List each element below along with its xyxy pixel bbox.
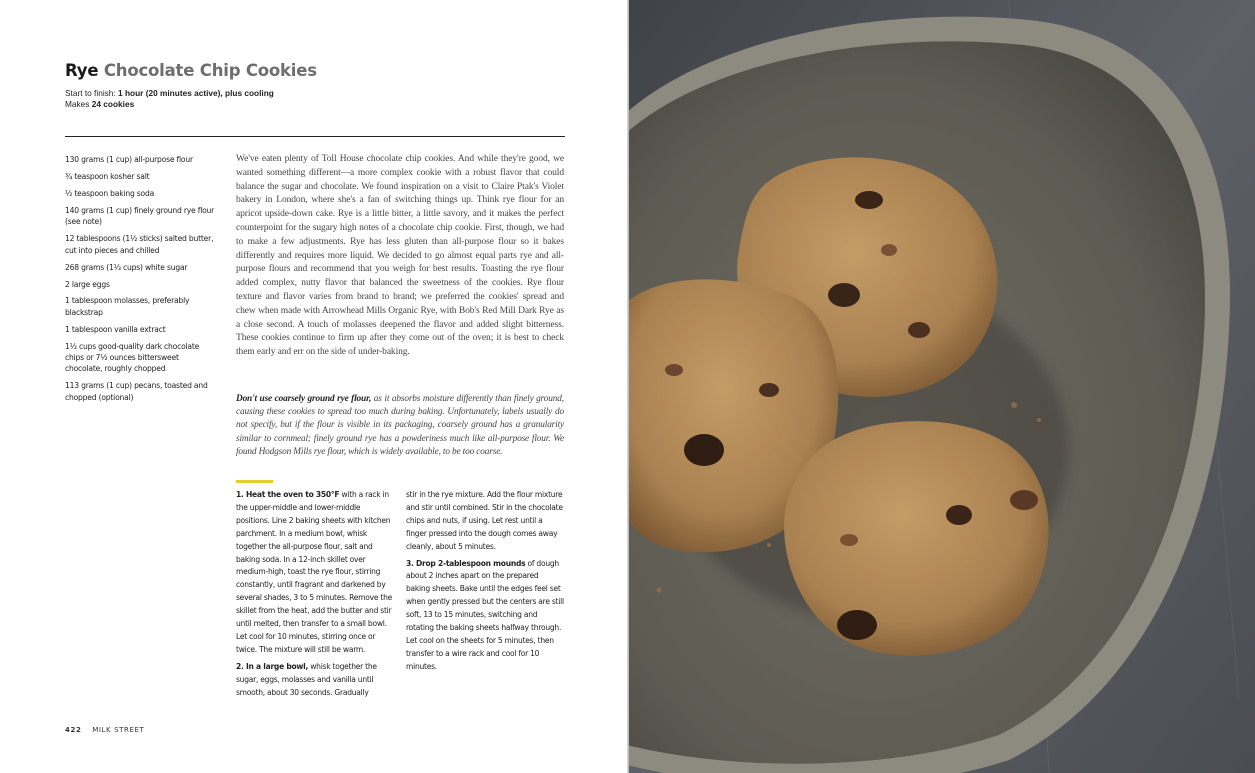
flour-note-body: as it absorbs moisture differently than finely ground, causing these cookies to spread too much during baking. Unfortunately, labels usually do not specify, but if the flour is visible in its packaging, coarsely ground has a granularity similar to cornmeal; finely ground rye has a powderiness much like all-purpose flour. We found Hodgson Mills rye flour, which is widely available, to be too coarse. xyxy=(236,394,564,457)
accent-bar xyxy=(236,480,273,483)
ingredient-item: ¾ teaspoon kosher salt xyxy=(65,171,150,181)
chocolate-chunk xyxy=(684,434,724,466)
step-3-body: of dough about 2 inches apart on the prepared baking sheets. Bake until the edges feel set when gently pressed but the centers are still soft, 13 to 15 minutes, switching and rotating the baking sheets halfway through. Let cool on the sheets for 5 minutes, then transfer to a wire rack and cool for 10 minutes. xyxy=(406,558,564,671)
makes-value: 24 cookies xyxy=(91,98,135,109)
step-2-body: whisk together the sugar, eggs, molasses and vanilla until smooth, about 30 seconds. Gradually xyxy=(236,661,377,697)
ingredient-item: 268 grams (1⅓ cups) white sugar xyxy=(65,262,188,272)
crumb xyxy=(1011,402,1017,408)
cookie-photo-illustration xyxy=(629,0,1255,773)
ingredient-item: 1½ cups good-quality dark chocolate chips or 7½ ounces bittersweet chocolate, roughly chopped xyxy=(65,341,200,374)
time-label: Start to finish: xyxy=(65,88,116,98)
intro-paragraph: We've eaten plenty of Toll House chocolate chip cookies. And while they're good, we wanted something different—a more complex cookie with a robust flavor that could balance the sugar and chocolate. We found inspiration on a visit to Claire Ptak's Violet bakery in London, where she's a fan of switching things up. Think rye flour for an apricot upside-down cake. Rye is a little bitter, a little savory, and it makes the perfect counterpoint for the sugary high notes of a chocolate chip cookie. First, though, we had to make a few adjustments. Rye has less gluten than all-purpose flour so it bakes differently and requires more liquid. We decided to go almost equal parts rye and all-purpose flours and recommend that you weigh for best results. Toasting the rye flour added complex, nutty flavor that balanced the sweetness of the cookies. Rye flour texture and flavor varies from brand to brand; we preferred the cookies' spread and chew when made with Arrowhead Mills Organic Rye, with Bob's Red Mill Dark Rye as a close second. A touch of molasses deepened the flavor and added slight bitterness. These cookies continue to firm up after they come out of the oven; it is best to check them early and err on the side of under-baking. xyxy=(236,154,564,358)
page-number: 422 xyxy=(65,726,82,734)
crumb xyxy=(767,543,771,547)
time-line xyxy=(65,88,565,99)
cookie-bottom xyxy=(784,421,1048,655)
ingredient-item: 2 large eggs xyxy=(65,279,110,289)
flour-note xyxy=(236,393,564,459)
pecan-piece xyxy=(665,364,683,376)
steps-column-left xyxy=(236,489,394,704)
flour-note-lead: Don't use coarsely ground rye flour, xyxy=(236,394,372,404)
pecan-piece xyxy=(881,244,897,256)
recipe-title-bold: Rye xyxy=(65,61,99,80)
ingredient-item: 140 grams (1 cup) finely ground rye flour (see note) xyxy=(65,205,215,227)
ingredient-item: 1 tablespoon vanilla extract xyxy=(65,324,166,334)
book-name: MILK STREET xyxy=(92,726,145,734)
ingredient-item: 1 tablespoon molasses, preferably blackstrap xyxy=(65,296,190,317)
ingredient-item: 113 grams (1 cup) pecans, toasted and chopped (optional) xyxy=(65,381,208,402)
chocolate-chunk xyxy=(908,322,930,338)
makes-line xyxy=(65,99,565,110)
step-1 xyxy=(236,489,394,657)
crumb xyxy=(657,588,662,593)
step-3-lead: 3. Drop 2-tablespoon mounds xyxy=(406,558,526,568)
crumb xyxy=(1037,418,1041,422)
recipe-meta xyxy=(65,88,565,109)
makes-label: Makes xyxy=(65,98,90,109)
steps-column-right xyxy=(406,489,564,678)
step-2-continued xyxy=(406,489,564,554)
chocolate-chunk xyxy=(855,191,883,209)
step-3 xyxy=(406,558,564,674)
step-2-lead: 2. In a large bowl, xyxy=(236,661,309,671)
chocolate-chunk xyxy=(946,505,972,525)
ingredient-list xyxy=(65,154,215,409)
pecan-piece xyxy=(1010,490,1038,510)
cookie-photo xyxy=(629,0,1255,773)
step-2-continued-body: stir in the rye mixture. Add the flour mixture and stir until combined. Stir in the chocolate chips and nuts, if using. Let rest until a finger pressed into the dough comes away cleanly, about 5 minutes. xyxy=(406,490,563,551)
ingredient-item: 130 grams (1 cup) all-purpose flour xyxy=(65,155,193,164)
step-1-lead: 1. Heat the oven to 350°F xyxy=(236,490,340,499)
chocolate-chunk xyxy=(759,383,779,397)
ingredient-item: 12 tablespoons (1½ sticks) salted butter, cut into pieces and chilled xyxy=(65,234,214,255)
chocolate-chunk xyxy=(828,283,860,307)
chocolate-chunk xyxy=(837,610,877,640)
step-1-body: with a rack in the upper-middle and lower-middle positions. Line 2 baking sheets with kitchen parchment. In a medium bowl, whisk together the all-purpose flour, salt and baking soda. In a 12-inch skillet over medium-high, toast the rye flour, stirring constantly, until fragrant and darkened by several shades, 3 to 5 minutes. Remove the skillet from the heat, add the butter and stir until melted, then transfer to a small bowl. Let cool for 10 minutes, stirring once or twice. The mixture will still be warm. xyxy=(236,490,393,654)
pecan-piece xyxy=(840,534,858,546)
recipe-title-light: Chocolate Chip Cookies xyxy=(103,61,317,80)
header-divider xyxy=(65,136,565,137)
recipe-header xyxy=(65,60,565,109)
ingredient-item: ½ teaspoon baking soda xyxy=(65,188,155,198)
page-footer xyxy=(65,726,144,734)
recipe-title xyxy=(65,60,565,82)
time-value: 1 hour (20 minutes active), plus cooling xyxy=(118,88,274,98)
step-2 xyxy=(236,661,394,700)
